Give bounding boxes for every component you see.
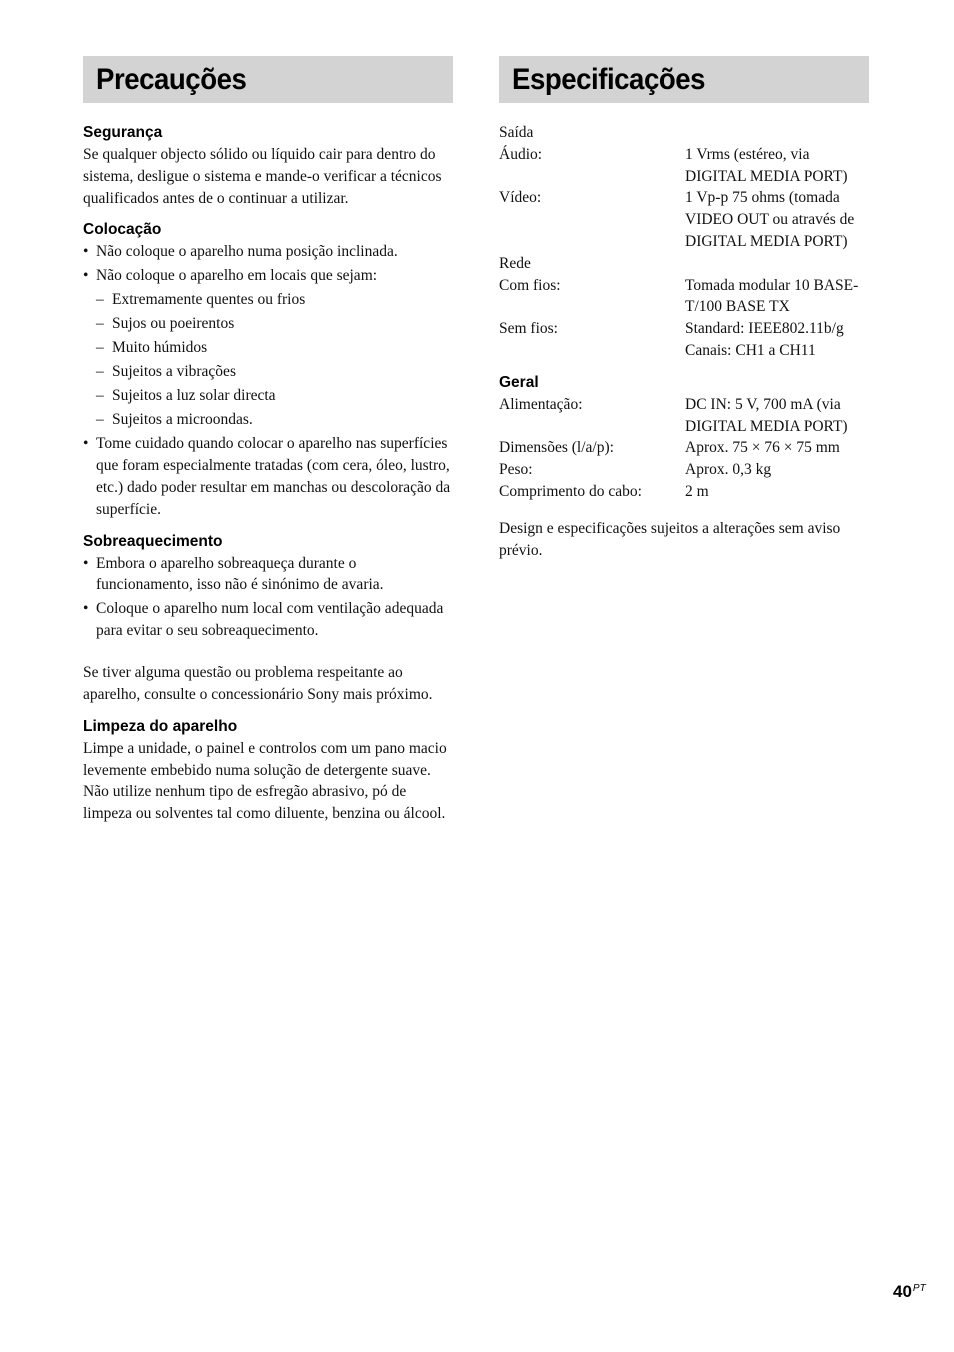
spec-value [685, 318, 869, 362]
spec-row-audio [499, 144, 869, 188]
safety-heading: Segurança [83, 124, 163, 141]
spec-value-line: Standard: IEEE802.11b/g [685, 320, 844, 338]
spec-value-line: Canais: CH1 a CH11 [685, 341, 816, 359]
spec-value: Aprox. 0,3 kg [685, 461, 772, 479]
list-item: – Sujeitos a vibrações [83, 361, 453, 383]
spec-row-video [499, 187, 869, 252]
specifications-column [499, 56, 869, 561]
spec-key: Áudio: [499, 145, 543, 163]
list-item: – Sujos ou poeirentos [83, 313, 453, 335]
spec-key: Dimensões (l/a/p): [499, 439, 614, 457]
page-number [893, 1282, 926, 1302]
safety-text: Se qualquer objecto sólido ou líquido cair para dentro do sistema, desligue o sistema e mande-o verificar a técnicos qualificados antes de o continuar a utilizar. [83, 146, 442, 207]
spec-value: 2 m [685, 482, 709, 500]
general-heading: Geral [499, 373, 539, 391]
specifications-banner [499, 56, 869, 103]
spec-value: Tomada modular 10 BASE-T/100 BASE TX [685, 276, 859, 316]
list-item: – Sujeitos a luz solar directa [83, 385, 453, 407]
precautions-title: Precauções [96, 63, 247, 96]
list-item: • Coloque o aparelho num local com ventilação adequada para evitar o seu sobreaquecimento. [83, 598, 453, 642]
cleaning-text: Limpe a unidade, o painel e controlos com um pano macio levemente embebido numa solução de detergente suave. Não utilize nenhum tipo de esfregão abrasivo, pó de limpeza ou solventes tal como diluente, benzina ou álcool. [83, 739, 447, 823]
placement-list [83, 241, 453, 520]
list-item: • Tome cuidado quando colocar o aparelho nas superfícies que foram especialmente tratadas (com cera, óleo, lustro, etc.) dado poder resultar em manchas ou descoloração da superfície. [83, 433, 453, 520]
spec-key: Com fios: [499, 276, 561, 294]
spec-value: 1 Vp-p 75 ohms (tomada VIDEO OUT ou através de DIGITAL MEDIA PORT) [685, 189, 855, 250]
spec-key: Comprimento do cabo: [499, 482, 642, 500]
spec-value: DC IN: 5 V, 700 mA (via DIGITAL MEDIA PORT) [685, 395, 848, 435]
spec-row-power [499, 394, 869, 438]
precautions-column [83, 56, 453, 825]
overheating-list [83, 553, 453, 642]
spec-key: Vídeo: [499, 189, 542, 207]
list-item: • Não coloque o aparelho em locais que sejam: [83, 265, 453, 287]
specs-note: Design e especificações sujeitos a alterações sem aviso prévio. [499, 519, 841, 559]
spec-value: 1 Vrms (estéreo, via DIGITAL MEDIA PORT) [685, 145, 848, 185]
output-label: Saída [499, 124, 534, 141]
network-label: Rede [499, 254, 531, 272]
spec-row-dimensions [499, 437, 869, 459]
page-language-suffix: PT [912, 1283, 926, 1294]
cleaning-heading: Limpeza do aparelho [83, 717, 238, 735]
list-item: – Muito húmidos [83, 337, 453, 359]
questions-text: Se tiver alguma questão ou problema respeitante ao aparelho, consulte o concessionário Sony mais próximo. [83, 664, 433, 703]
list-item: • Embora o aparelho sobreaqueça durante o funcionamento, isso não é sinónimo de avaria. [83, 553, 453, 597]
spec-row-wireless [499, 318, 869, 362]
spec-key: Peso: [499, 461, 533, 479]
spec-row-cable [499, 481, 869, 503]
placement-heading: Colocação [83, 221, 162, 239]
page-number-value: 40 [893, 1282, 912, 1301]
spec-row-weight [499, 459, 869, 481]
specifications-title: Especificações [512, 63, 706, 96]
overheating-heading: Sobreaquecimento [83, 532, 223, 550]
spec-row-wired [499, 275, 869, 319]
spec-key: Alimentação: [499, 395, 583, 413]
list-item: – Sujeitos a microondas. [83, 409, 453, 431]
list-item: • Não coloque o aparelho numa posição inclinada. [83, 241, 453, 263]
spec-value: Aprox. 75 × 76 × 75 mm [685, 439, 840, 457]
list-item: – Extremamente quentes ou frios [83, 289, 453, 311]
spec-key: Sem fios: [499, 320, 558, 338]
precautions-banner [83, 56, 453, 103]
